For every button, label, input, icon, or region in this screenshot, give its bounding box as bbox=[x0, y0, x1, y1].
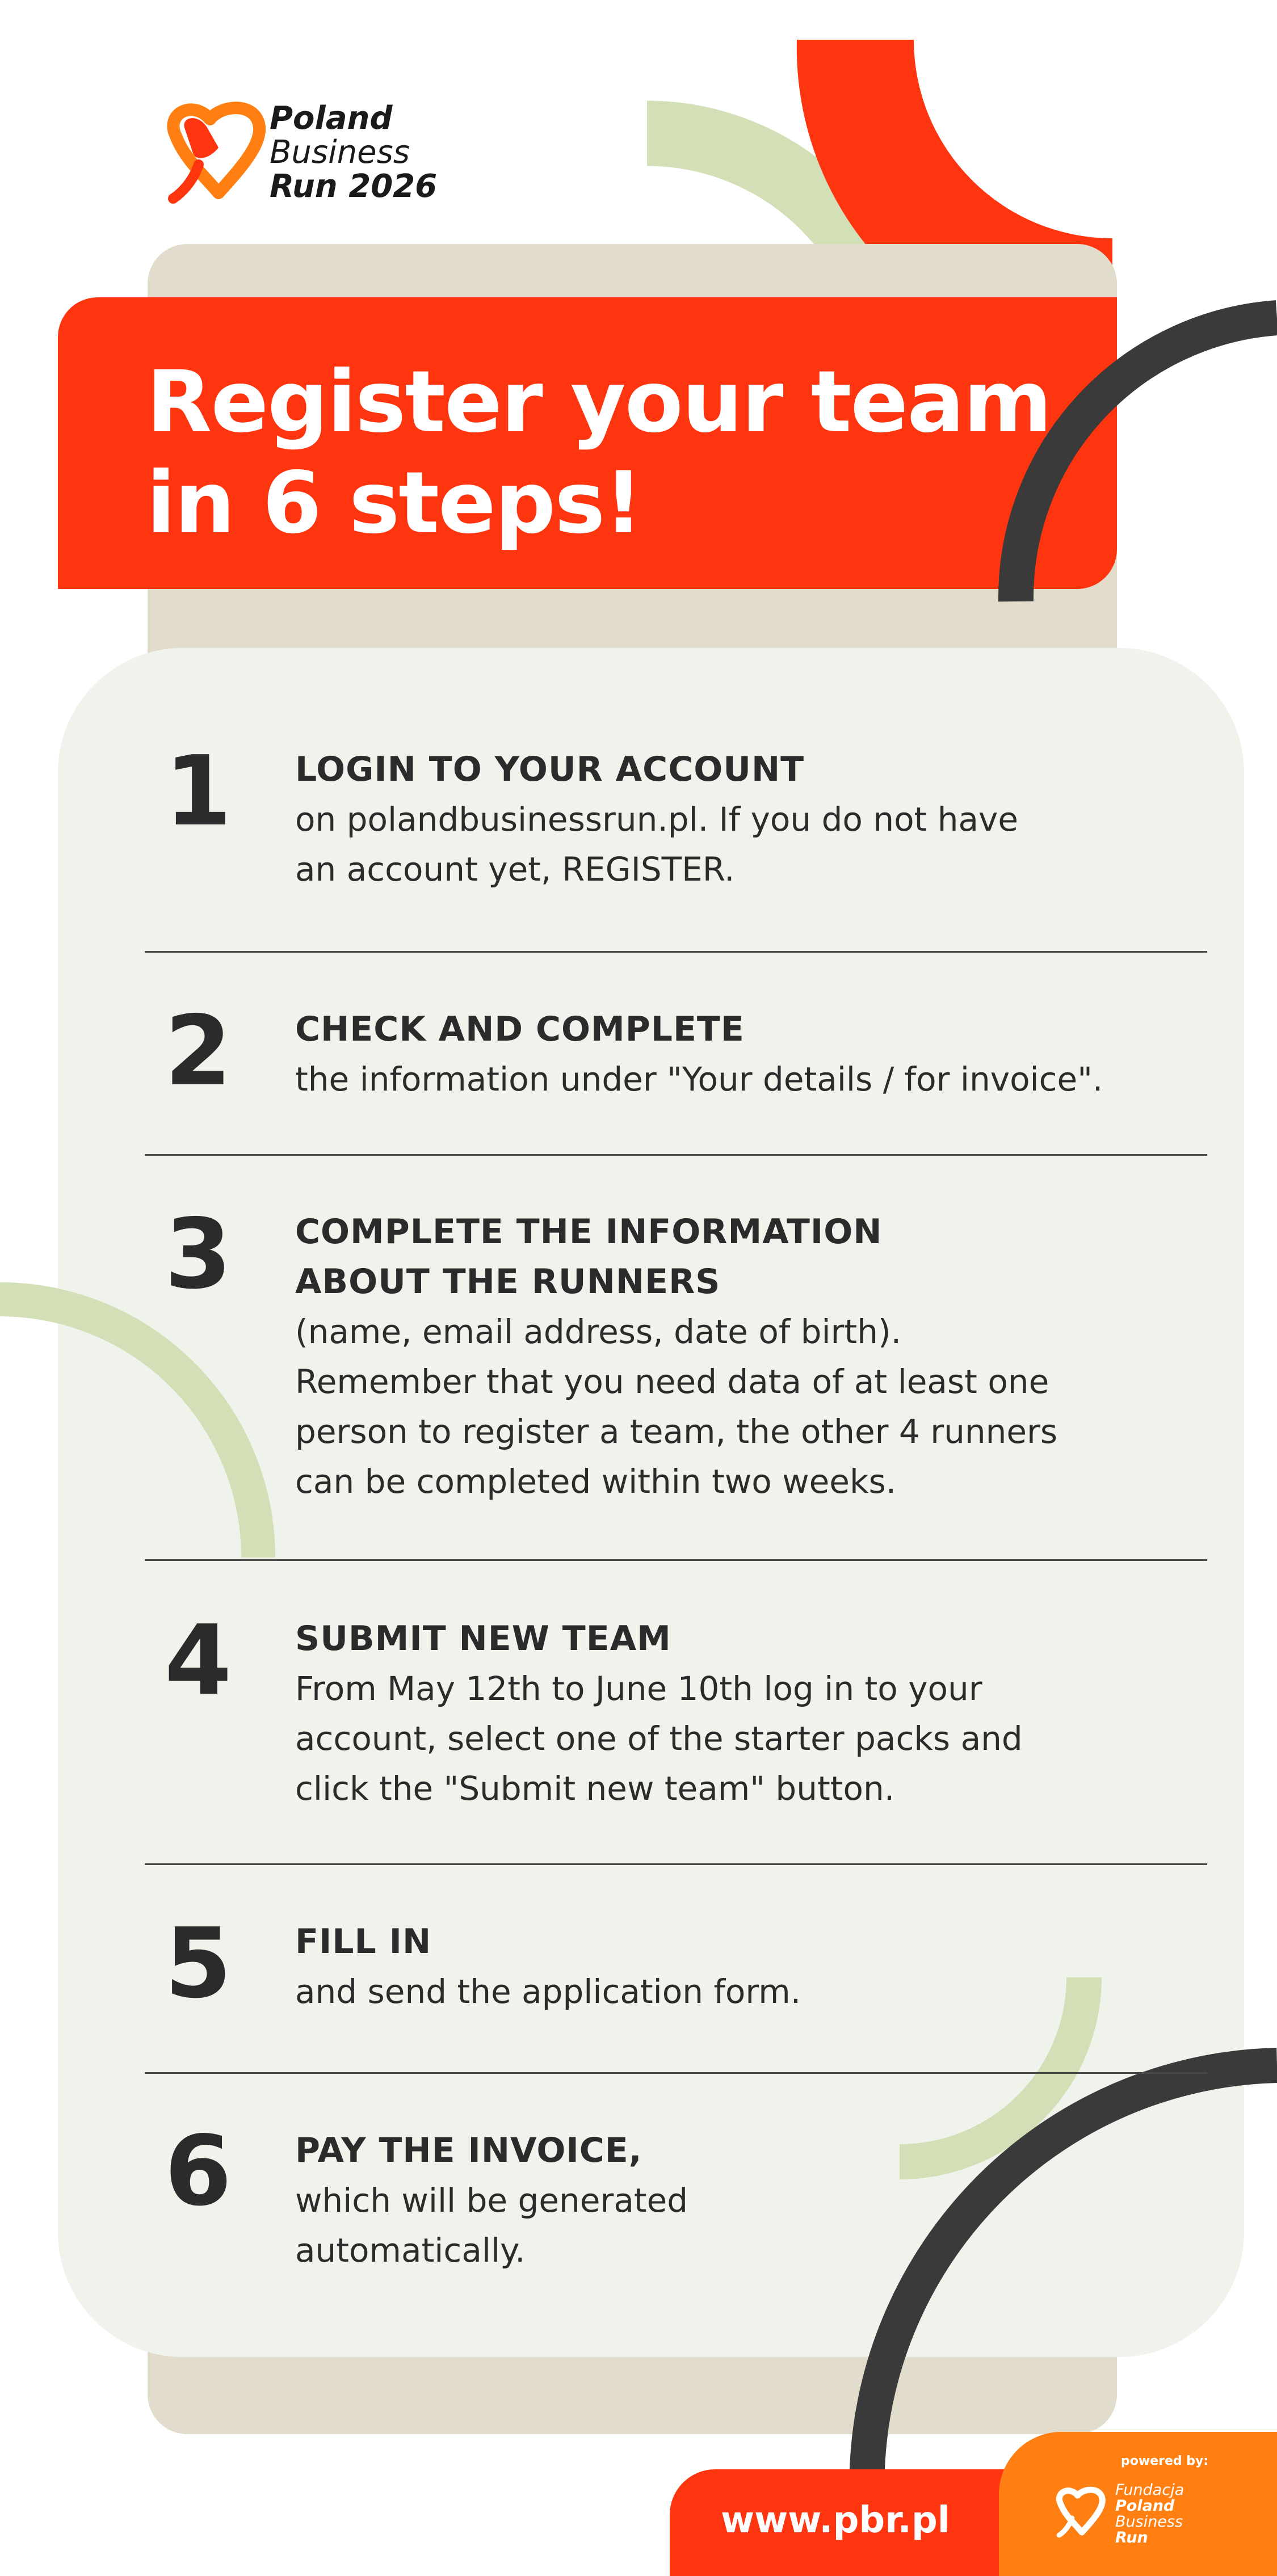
step-1-number: 1 bbox=[165, 735, 232, 848]
step-6-number: 6 bbox=[165, 2115, 232, 2228]
step-4-content bbox=[295, 1614, 1192, 1813]
step-5-content bbox=[295, 1917, 1192, 2017]
powered-by-label: powered by: bbox=[1121, 2454, 1209, 2468]
step-3-content bbox=[295, 1207, 1192, 1506]
sage-arc-left-over-card bbox=[0, 1299, 258, 1558]
page-title-line2: in 6 steps! bbox=[146, 454, 642, 553]
foundation-heart-logo-icon bbox=[1053, 2484, 1110, 2541]
step-3-text-line: person to register a team, the other 4 runners bbox=[295, 1412, 1058, 1451]
step-6-text-line: which will be generated bbox=[295, 2181, 688, 2220]
step-6-text-line: automatically. bbox=[295, 2231, 526, 2270]
page-title-line1: Register your team bbox=[146, 353, 1051, 452]
logo-line-run: Run 2026 bbox=[270, 168, 438, 205]
step-1-content bbox=[295, 744, 1192, 894]
step-4-text-line: click the "Submit new team" button. bbox=[295, 1769, 895, 1808]
step-5-text-line: and send the application form. bbox=[295, 1972, 801, 2011]
step-divider bbox=[145, 1154, 1207, 1156]
step-5-heading: FILL IN bbox=[295, 1922, 432, 1962]
step-6-heading: PAY THE INVOICE, bbox=[295, 2131, 642, 2170]
step-3-text-line: (name, email address, date of birth). bbox=[295, 1312, 902, 1351]
step-divider bbox=[145, 951, 1207, 953]
logo-wordmark bbox=[270, 101, 497, 204]
footer-url-link[interactable]: www.pbr.pl bbox=[721, 2499, 950, 2541]
step-1-heading: LOGIN TO YOUR ACCOUNT bbox=[295, 750, 805, 789]
step-2-content bbox=[295, 1004, 1192, 1104]
step-4-heading: SUBMIT NEW TEAM bbox=[295, 1619, 671, 1659]
logo-line-poland: Poland bbox=[270, 100, 393, 137]
foundation-wordmark bbox=[1115, 2482, 1184, 2546]
step-6-content bbox=[295, 2125, 1192, 2275]
foundation-line: Business bbox=[1115, 2513, 1183, 2531]
step-2-number: 2 bbox=[165, 995, 232, 1108]
step-4-text-line: From May 12th to June 10th log in to your bbox=[295, 1669, 982, 1708]
step-1-text-line: on polandbusinessrun.pl. If you do not have bbox=[295, 800, 1019, 839]
step-2-text-line: the information under "Your details / for invoice". bbox=[295, 1060, 1103, 1098]
step-3-text-line: Remember that you need data of at least one bbox=[295, 1362, 1049, 1401]
logo-line-business: Business bbox=[270, 134, 410, 171]
foundation-line: Run bbox=[1115, 2529, 1148, 2546]
step-4-text-line: account, select one of the starter packs and bbox=[295, 1719, 1023, 1758]
step-4-number: 4 bbox=[165, 1605, 232, 1717]
foundation-line: Fundacja bbox=[1115, 2481, 1184, 2499]
step-3-number: 3 bbox=[165, 1198, 232, 1311]
step-3-heading-line: ABOUT THE RUNNERS bbox=[295, 1262, 721, 1302]
step-1-text-line: an account yet, REGISTER. bbox=[295, 850, 735, 889]
step-2-heading: CHECK AND COMPLETE bbox=[295, 1009, 745, 1049]
heart-logo-icon bbox=[165, 96, 270, 210]
step-divider bbox=[145, 1863, 1207, 1865]
step-divider bbox=[145, 1559, 1207, 1561]
step-3-heading-line: COMPLETE THE INFORMATION bbox=[295, 1212, 883, 1252]
foundation-line: Poland bbox=[1115, 2497, 1175, 2515]
step-5-number: 5 bbox=[165, 1908, 232, 2020]
step-divider bbox=[145, 2072, 1207, 2074]
step-3-text-line: can be completed within two weeks. bbox=[295, 1462, 897, 1501]
